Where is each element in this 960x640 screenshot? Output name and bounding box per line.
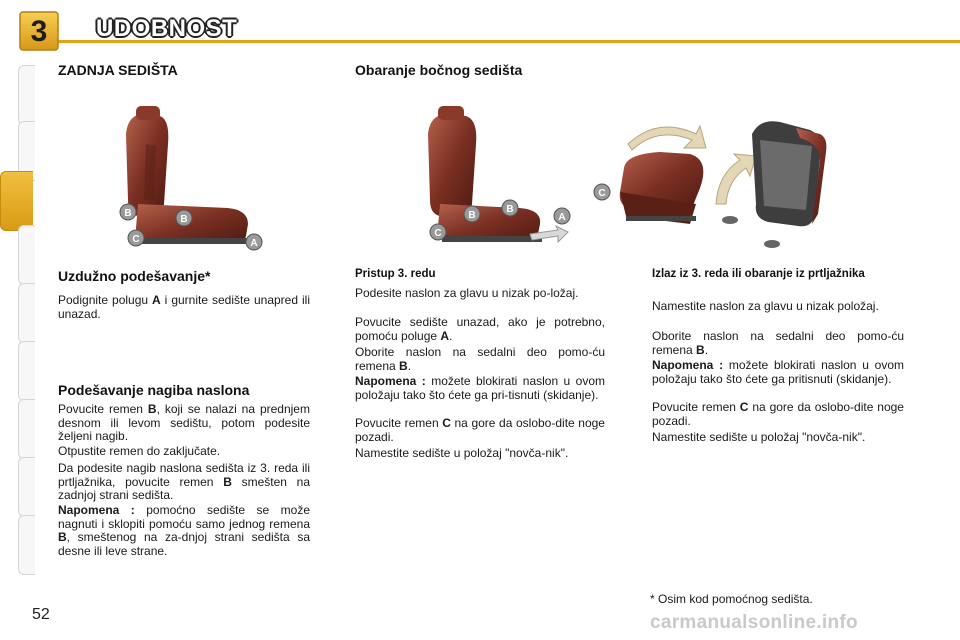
chapter-tab-4[interactable] (18, 225, 35, 285)
backrest-tilt-heading: Podešavanje nagiba naslona (58, 382, 250, 398)
footnote: * Osim kod pomoćnog sedišta. (650, 592, 813, 606)
label-a: A (250, 238, 258, 249)
backrest-tilt-note: Napomena : pomoćno sedište se može nagnuti i sklopiti pomoću samo jednog remena B, smeštenog na za-dnjoj strani sedišta sa desne ili leve strane. (58, 503, 310, 558)
mid-label-c-1: C (434, 228, 442, 239)
chapter-tab-9[interactable] (18, 515, 35, 575)
third-row-exit-p5: Namestite sedište u položaj "novča-nik". (652, 430, 866, 444)
label-b-1: B (124, 208, 132, 219)
chapter-tabs (0, 65, 34, 585)
mid-label-c-2: C (598, 188, 606, 199)
mid-label-b-2: B (506, 204, 514, 215)
label-c: C (132, 234, 140, 245)
chapter-tab-7[interactable] (18, 399, 35, 459)
third-row-exit-p1: Namestite naslon za glavu u nizak položaj. (652, 299, 879, 313)
third-row-access-p2: Povucite sedište unazad, ako je potrebno, pomoću poluge A. (355, 315, 605, 343)
third-row-exit-note: Napomena : možete blokirati naslon u ovom položaju tako što ćete ga pritisnuti (skidanje). (652, 358, 904, 386)
third-row-exit-p2: Oborite naslon na sedalni deo pomo-ću remena B. (652, 329, 904, 357)
chapter-number: 3 (30, 15, 48, 48)
longitudinal-adjust-heading: Uzdužno podešavanje* (58, 268, 211, 284)
third-row-access-p6: Namestite sedište u položaj "novča-nik". (355, 446, 569, 460)
third-row-access-p5: Povucite remen C na gore da oslobo-dite noge pozadi. (355, 416, 605, 444)
third-row-access-p3: Oborite naslon na sedalni deo pomo-ću remena B. (355, 345, 605, 373)
side-seat-fold-heading: Obaranje bočnog sedišta (355, 62, 523, 78)
rear-seat-illustration (108, 104, 268, 254)
third-row-access-heading: Pristup 3. redu (355, 268, 436, 280)
mid-label-b-1: B (468, 210, 476, 221)
chapter-tab-5[interactable] (18, 283, 35, 343)
label-b-2: B (180, 214, 188, 225)
third-row-access-p1: Podesite naslon za glavu u nizak po-ložaj. (355, 286, 579, 300)
third-row-exit-heading: Izlaz iz 3. reda ili obaranje iz prtljažnika (652, 268, 865, 280)
chapter-title: UDOBNOST (96, 15, 238, 42)
chapter-tab-6[interactable] (18, 341, 35, 401)
chapter-tab-1[interactable] (18, 65, 35, 125)
page-number: 52 (32, 606, 50, 623)
chapter-tab-8[interactable] (18, 457, 35, 517)
third-row-access-note: Napomena : možete blokirati naslon u ovom položaju tako što ćete ga pri-tisnuti (skidanje). (355, 374, 605, 402)
backrest-tilt-p2: Otpustite remen do zaključate. (58, 444, 221, 458)
mid-label-a: A (558, 212, 566, 223)
backrest-tilt-p1: Povucite remen B, koji se nalazi na prednjem desnom ili levom sedištu, potom podesite željeni nagib. (58, 402, 310, 443)
chapter-tab-3[interactable] (0, 171, 33, 231)
side-seat-fold-illustration (400, 104, 830, 256)
rear-seats-heading: ZADNJA SEDIŠTA (58, 62, 178, 78)
third-row-exit-p4: Povucite remen C na gore da oslobo-dite noge pozadi. (652, 400, 904, 428)
backrest-tilt-p3: Da podesite nagib naslona sedišta iz 3. reda ili prtljažnika, povucite remen B smešten na zadnjoj strani sedišta. (58, 461, 310, 502)
longitudinal-adjust-text: Podignite polugu A i gurnite sedište unapred ili unazad. (58, 293, 310, 321)
watermark: carmanualsonline.info (650, 612, 858, 633)
